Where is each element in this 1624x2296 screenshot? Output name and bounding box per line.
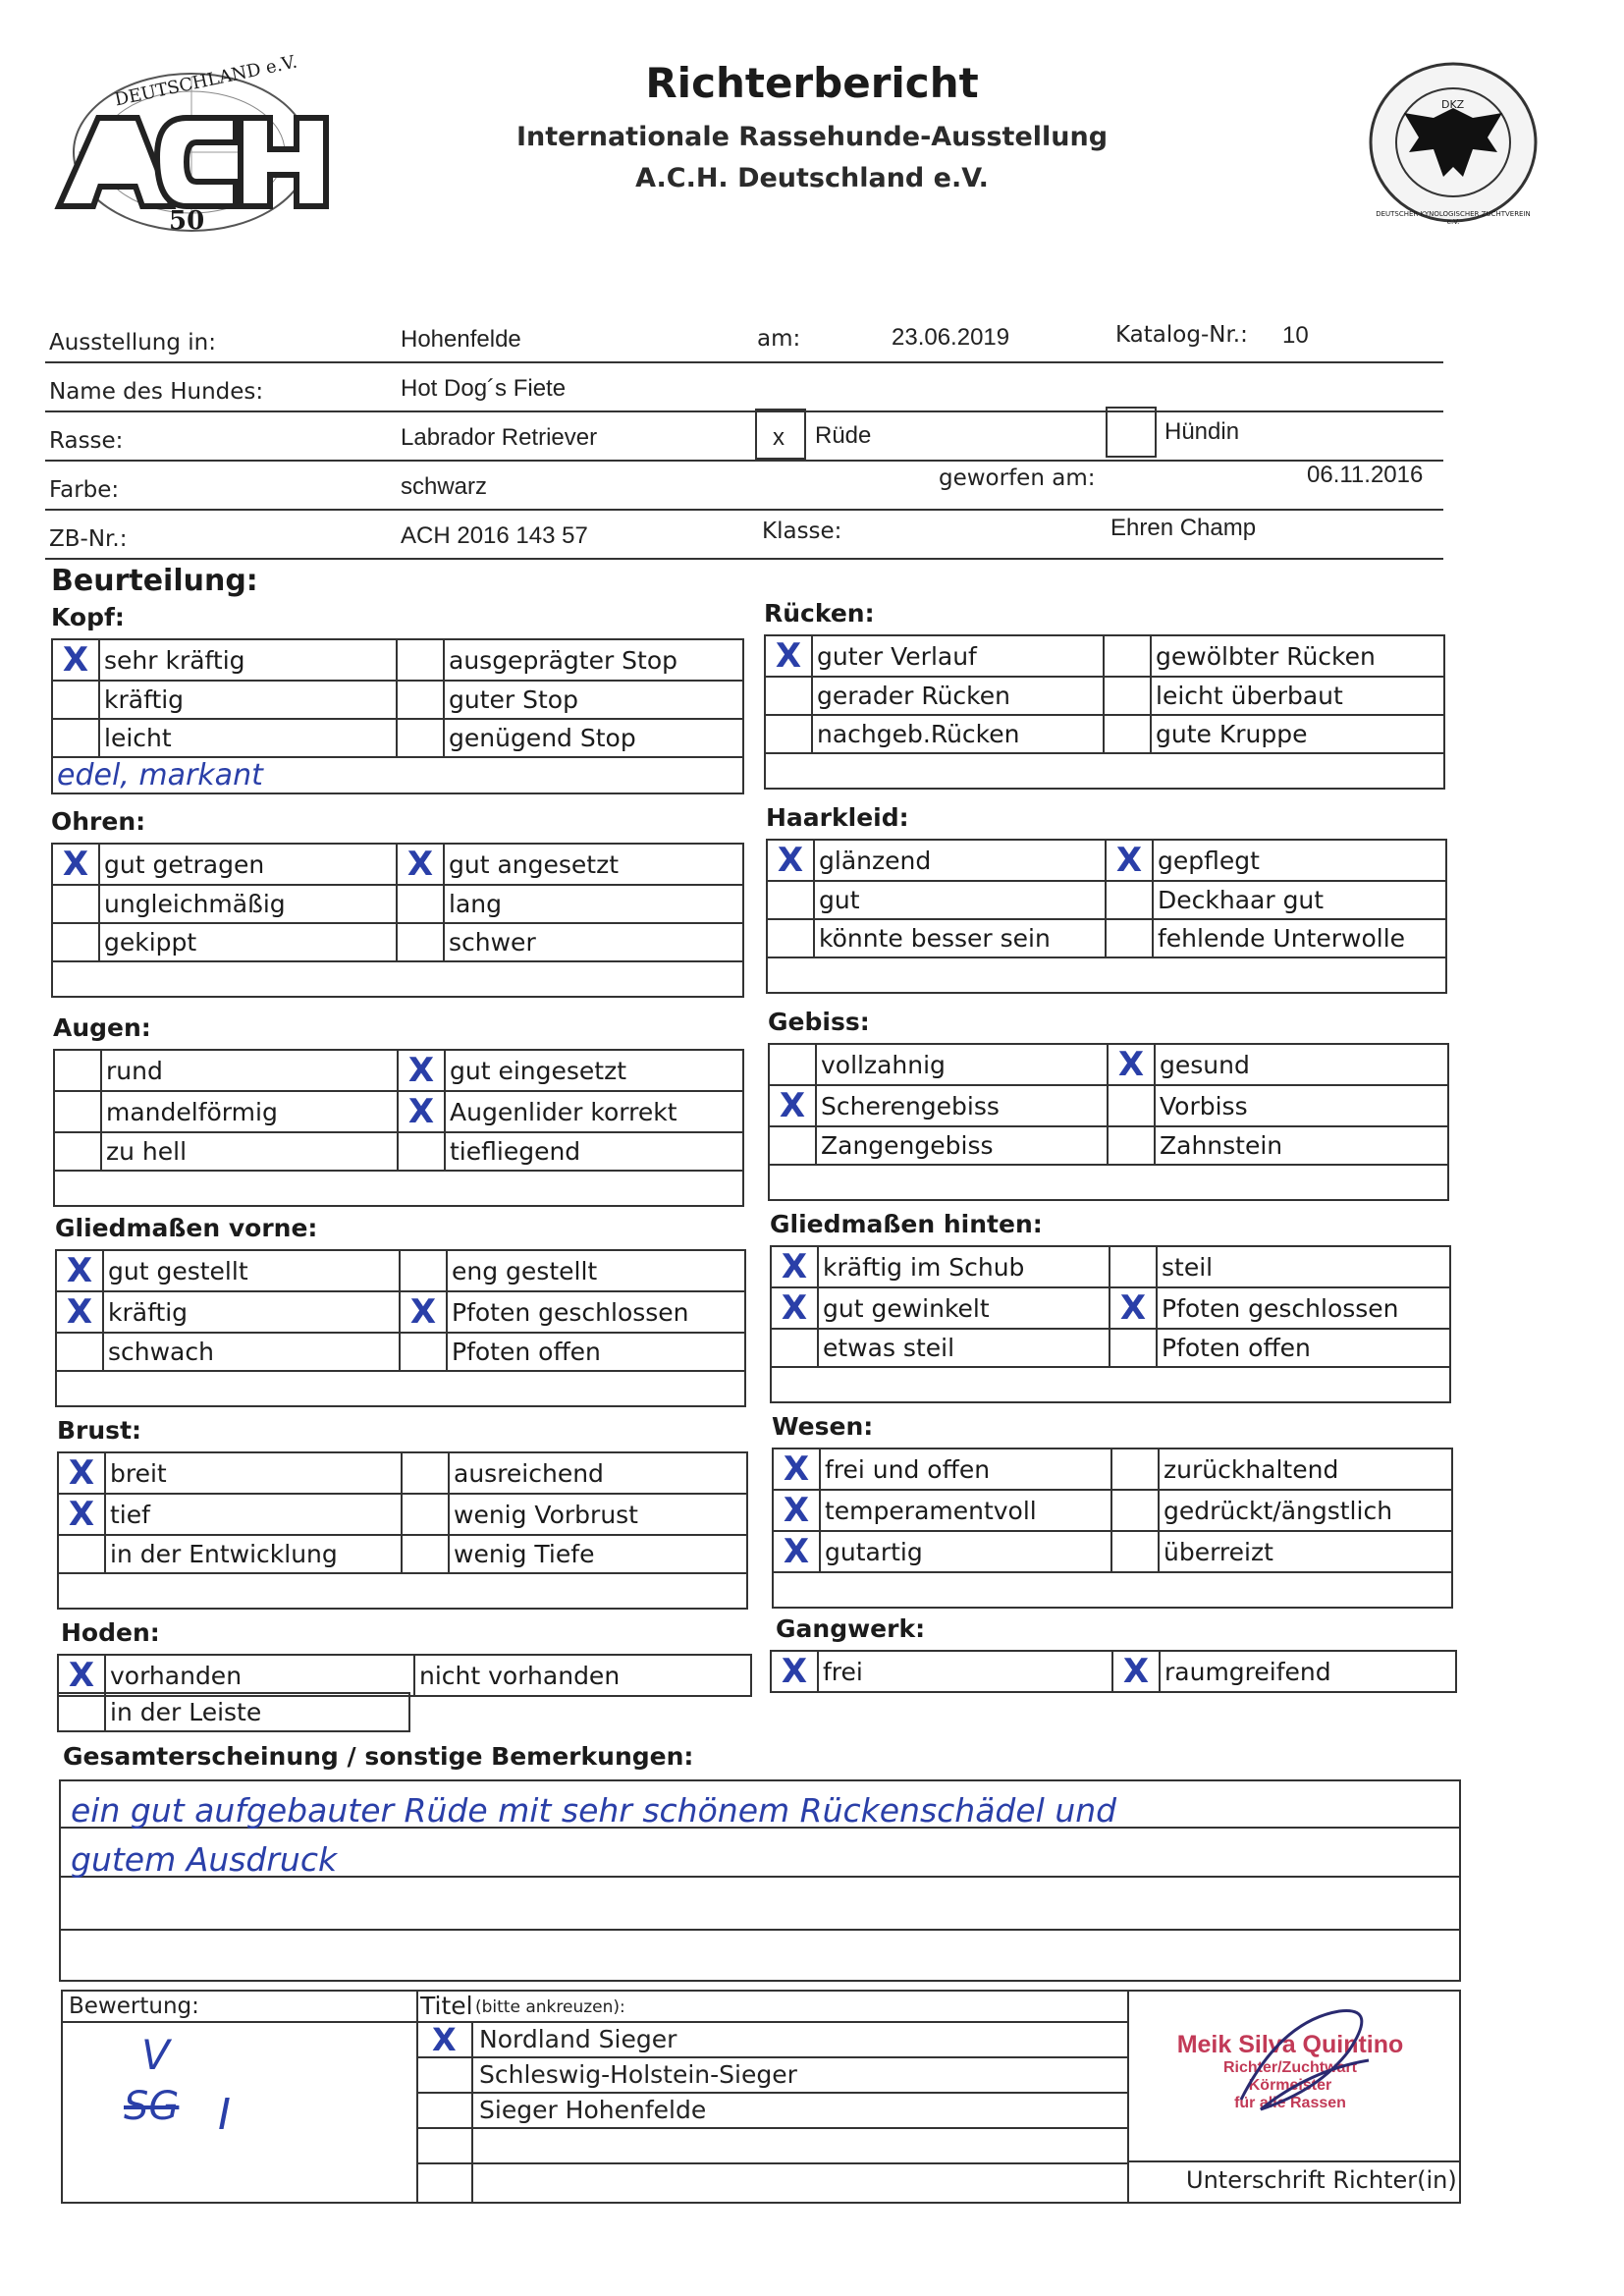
bewertung-value-struck: SG (124, 2084, 180, 2129)
ruecken-right-option-2: leicht überbaut (1151, 677, 1444, 715)
huendin-label: Hündin (1164, 418, 1240, 445)
ohren-left-option-1: gut getragen (99, 844, 397, 885)
ruede-checkbox[interactable]: x (755, 409, 806, 460)
ohren-right-option-3: schwer (444, 923, 743, 961)
hinten-right-option-2: Pfoten geschlossen (1157, 1287, 1450, 1329)
stamp-line-4: für alle Rassen (1234, 2095, 1346, 2111)
hinten-left-mark-3[interactable] (771, 1329, 818, 1367)
hinten-note-row (771, 1367, 1450, 1402)
vorne-left-mark-3[interactable] (56, 1333, 103, 1371)
bewertung-block (61, 1990, 1461, 2204)
gebiss-left-option-3: Zangengebiss (816, 1126, 1108, 1165)
augen-right-option-3: tiefliegend (445, 1132, 743, 1171)
wesen-right-option-2: gedrückt/ängstlich (1159, 1490, 1452, 1531)
hoden-option-nicht-vorhanden: nicht vorhanden (414, 1655, 751, 1696)
name-label: Name des Hundes: (49, 379, 264, 405)
haarkleid-left-option-1: glänzend (814, 840, 1106, 881)
augen-right-option-2: Augenlider korrekt (445, 1091, 743, 1132)
grid-kopf (51, 638, 744, 794)
titel-item-3: Sieger Hohenfelde (479, 2096, 707, 2124)
ohren-right-mark-2[interactable] (397, 885, 444, 923)
haarkleid-left-option-2: gut (814, 881, 1106, 919)
hoden-option-vorhanden: vorhanden (105, 1655, 414, 1696)
ruecken-left-mark-1[interactable]: X (765, 635, 812, 677)
vorne-left-option-1: gut gestellt (103, 1250, 400, 1291)
bewertung-value-top: V (141, 2031, 170, 2079)
info-line-farbe (45, 460, 1443, 511)
ausstellung-value: Hohenfelde (401, 326, 521, 353)
bewertung-value-rank: I (218, 2090, 231, 2140)
brust-left-mark-2[interactable]: X (58, 1494, 105, 1535)
ohren-left-mark-3[interactable] (52, 923, 99, 961)
grid-vorne (55, 1249, 746, 1407)
haarkleid-left-mark-1[interactable]: X (767, 840, 814, 881)
dkz-seal (1365, 59, 1542, 226)
gebiss-left-mark-3[interactable] (769, 1126, 816, 1165)
haarkleid-right-mark-3[interactable] (1106, 919, 1153, 957)
haarkleid-right-option-1: gepflegt (1153, 840, 1446, 881)
stamp-line-3: Körmeister (1248, 2077, 1332, 2094)
kopf-left-mark-1[interactable]: X (52, 639, 99, 681)
grid-brust (57, 1451, 748, 1610)
signature-label: Unterschrift Richter(in) (1186, 2166, 1457, 2194)
kopf-right-mark-2[interactable] (397, 681, 444, 719)
vorne-left-mark-1[interactable]: X (56, 1250, 103, 1291)
vorne-note-row (56, 1371, 745, 1406)
grid-hinten (770, 1245, 1451, 1403)
ruecken-right-mark-1[interactable] (1104, 635, 1151, 677)
augen-left-mark-2[interactable] (54, 1091, 101, 1132)
gangwerk-mark-raumgreifend[interactable]: X (1112, 1651, 1160, 1692)
rasse-value: Labrador Retriever (401, 424, 598, 451)
ruecken-left-mark-2[interactable] (765, 677, 812, 715)
ohren-right-option-1: gut angesetzt (444, 844, 743, 885)
kopf-left-mark-3[interactable] (52, 719, 99, 757)
geworfen-label: geworfen am: (939, 465, 1096, 491)
section-title-wesen: Wesen: (772, 1412, 874, 1441)
grid-augen (53, 1049, 744, 1207)
gebiss-right-option-1: gesund (1155, 1044, 1448, 1085)
augen-right-option-1: gut eingesetzt (445, 1050, 743, 1091)
info-line-rasse (45, 410, 1443, 462)
katalog-label: Katalog-Nr.: (1115, 322, 1248, 348)
titel-item-1: Nordland Sieger (479, 2025, 677, 2053)
seal-text: DEUTSCHER KYNOLOGISCHER ZUCHTVEREIN e.V. (1376, 210, 1531, 226)
bemerkungen-line-2: gutem Ausdruck (71, 1840, 338, 1879)
wesen-right-option-1: zurückhaltend (1159, 1449, 1452, 1490)
hinten-left-mark-2[interactable]: X (771, 1287, 818, 1329)
augen-right-mark-2[interactable]: X (398, 1091, 445, 1132)
katalog-value: 10 (1282, 322, 1309, 349)
vorne-right-option-1: eng gestellt (447, 1250, 745, 1291)
bemerkungen-box (59, 1779, 1461, 1982)
grid-ruecken (764, 634, 1445, 790)
gebiss-right-mark-2[interactable] (1108, 1085, 1155, 1126)
kopf-right-option-2: guter Stop (444, 681, 743, 719)
gangwerk-option-raumgreifend: raumgreifend (1160, 1651, 1456, 1692)
ohren-right-mark-3[interactable] (397, 923, 444, 961)
hinten-left-option-1: kräftig im Schub (818, 1246, 1110, 1287)
beurteilung-heading: Beurteilung: (51, 564, 258, 598)
kopf-right-mark-1[interactable] (397, 639, 444, 681)
ohren-left-option-3: gekippt (99, 923, 397, 961)
ruecken-right-option-3: gute Kruppe (1151, 715, 1444, 753)
hinten-right-option-3: Pfoten offen (1157, 1329, 1450, 1367)
ruecken-right-mark-2[interactable] (1104, 677, 1151, 715)
gebiss-right-mark-1[interactable]: X (1108, 1044, 1155, 1085)
wesen-left-mark-2[interactable]: X (773, 1490, 820, 1531)
logo-ring-text: DEUTSCHLAND e.V. (112, 51, 299, 111)
hinten-right-option-1: steil (1157, 1246, 1450, 1287)
stamp-line-1: Meik Silva Quintino (1176, 2031, 1404, 2058)
vorne-right-option-2: Pfoten geschlossen (447, 1291, 745, 1333)
section-title-bemerkungen: Gesamterscheinung / sonstige Bemerkungen: (63, 1742, 694, 1771)
kopf-right-mark-3[interactable] (397, 719, 444, 757)
ausstellung-label: Ausstellung in: (49, 330, 217, 355)
section-title-hoden: Hoden: (61, 1618, 160, 1647)
gangwerk-option-frei: frei (818, 1651, 1112, 1692)
vorne-right-option-3: Pfoten offen (447, 1333, 745, 1371)
grid-gebiss (768, 1043, 1449, 1201)
klasse-label: Klasse: (762, 519, 842, 544)
wesen-right-option-3: überreizt (1159, 1531, 1452, 1572)
augen-left-mark-1[interactable] (54, 1050, 101, 1091)
info-line-ausstellung (45, 312, 1443, 363)
brust-left-mark-1[interactable]: X (58, 1452, 105, 1494)
augen-note-row (54, 1171, 743, 1206)
ruede-label: Rüde (815, 422, 872, 449)
rasse-label: Rasse: (49, 428, 124, 454)
am-label: am: (757, 326, 801, 352)
section-title-haarkleid: Haarkleid: (766, 803, 909, 832)
gebiss-left-option-2: Scherengebiss (816, 1085, 1108, 1126)
gangwerk-grid (770, 1650, 1457, 1693)
section-title-ruecken: Rücken: (764, 599, 875, 628)
section-title-hinten: Gliedmaßen hinten: (770, 1210, 1043, 1238)
section-title-brust: Brust: (57, 1416, 142, 1445)
wesen-right-mark-3[interactable] (1111, 1531, 1159, 1572)
logo-number: 50 (169, 206, 205, 236)
hoden-mark-1[interactable]: X (58, 1655, 105, 1696)
zb-label: ZB-Nr.: (49, 526, 128, 552)
brust-right-option-1: ausreichend (449, 1452, 747, 1494)
titel-hint: (bitte ankreuzen): (475, 1997, 625, 2017)
info-line-zb (45, 509, 1443, 560)
page-title: Richterbericht (645, 59, 979, 107)
name-value: Hot Dog´s Fiete (401, 375, 567, 402)
gebiss-left-mark-2[interactable]: X (769, 1085, 816, 1126)
wesen-left-option-2: temperamentvoll (820, 1490, 1111, 1531)
gangwerk-mark-frei[interactable]: X (771, 1651, 818, 1692)
subtitle-org: A.C.H. Deutschland e.V. (635, 163, 989, 193)
gebiss-note-row (769, 1165, 1448, 1200)
haarkleid-right-option-3: fehlende Unterwolle (1153, 919, 1446, 957)
ruecken-right-option-1: gewölbter Rücken (1151, 635, 1444, 677)
haarkleid-right-mark-1[interactable]: X (1106, 840, 1153, 881)
vorne-left-option-3: schwach (103, 1333, 400, 1371)
hoden-grid-2 (57, 1692, 410, 1732)
kopf-note: edel, markant (57, 758, 263, 793)
kopf-left-option-1: sehr kräftig (99, 639, 397, 681)
titel-item-2: Schleswig-Holstein-Sieger (479, 2060, 797, 2089)
gebiss-right-option-3: Zahnstein (1155, 1126, 1448, 1165)
geworfen-value: 06.11.2016 (1307, 462, 1424, 488)
haarkleid-right-option-2: Deckhaar gut (1153, 881, 1446, 919)
wesen-left-option-3: gutartig (820, 1531, 1111, 1572)
brust-left-mark-3[interactable] (58, 1535, 105, 1573)
kopf-left-option-3: leicht (99, 719, 397, 757)
grid-ohren (51, 843, 744, 998)
hoden-option-leiste: in der Leiste (105, 1693, 409, 1731)
vorne-left-option-2: kräftig (103, 1291, 400, 1333)
titel-mark-1[interactable]: X (432, 2021, 457, 2058)
brust-note-row (58, 1573, 747, 1609)
brust-right-option-3: wenig Tiefe (449, 1535, 747, 1573)
gebiss-left-mark-1[interactable] (769, 1044, 816, 1085)
klasse-value: Ehren Champ (1110, 515, 1257, 541)
haarkleid-left-option-3: könnte besser sein (814, 919, 1106, 957)
brust-right-mark-3[interactable] (402, 1535, 449, 1573)
vorne-right-mark-3[interactable] (400, 1333, 447, 1371)
info-line-name (45, 361, 1443, 412)
ohren-right-mark-1[interactable]: X (397, 844, 444, 885)
ohren-right-option-2: lang (444, 885, 743, 923)
kopf-left-option-2: kräftig (99, 681, 397, 719)
brust-left-option-1: breit (105, 1452, 402, 1494)
farbe-label: Farbe: (49, 477, 120, 503)
signature-stroke (1221, 2001, 1398, 2119)
zb-value: ACH 2016 143 57 (401, 522, 588, 549)
ruecken-left-option-1: guter Verlauf (812, 635, 1104, 677)
grid-wesen (772, 1448, 1453, 1609)
ohren-left-mark-1[interactable]: X (52, 844, 99, 885)
augen-right-mark-3[interactable] (398, 1132, 445, 1171)
wesen-right-mark-2[interactable] (1111, 1490, 1159, 1531)
section-title-gangwerk: Gangwerk: (776, 1614, 926, 1643)
ohren-left-option-2: ungleichmäßig (99, 885, 397, 923)
section-title-vorne: Gliedmaßen vorne: (55, 1214, 318, 1242)
augen-right-mark-1[interactable]: X (398, 1050, 445, 1091)
brust-left-option-2: tief (105, 1494, 402, 1535)
kopf-right-option-3: genügend Stop (444, 719, 743, 757)
hinten-left-mark-1[interactable]: X (771, 1246, 818, 1287)
ohren-note-row (52, 961, 743, 997)
augen-left-option-3: zu hell (101, 1132, 398, 1171)
augen-left-option-1: rund (101, 1050, 398, 1091)
wesen-left-mark-3[interactable]: X (773, 1531, 820, 1572)
section-title-augen: Augen: (53, 1013, 151, 1042)
brust-right-option-2: wenig Vorbrust (449, 1494, 747, 1535)
augen-left-mark-3[interactable] (54, 1132, 101, 1171)
ruecken-right-mark-3[interactable] (1104, 715, 1151, 753)
ruecken-left-option-2: gerader Rücken (812, 677, 1104, 715)
ruecken-left-mark-3[interactable] (765, 715, 812, 753)
hinten-right-mark-1[interactable] (1110, 1246, 1157, 1287)
bemerkungen-line-1: ein gut aufgebauter Rüde mit sehr schönem Rückenschädel und (71, 1791, 1117, 1830)
huendin-checkbox[interactable] (1106, 407, 1157, 458)
haarkleid-left-mark-3[interactable] (767, 919, 814, 957)
vorne-right-mark-2[interactable]: X (400, 1291, 447, 1333)
stamp-line-2: Richter/Zuchtwart (1222, 2059, 1357, 2076)
hinten-left-option-3: etwas steil (818, 1329, 1110, 1367)
haarkleid-note-row (767, 957, 1446, 993)
ruecken-left-option-3: nachgeb.Rücken (812, 715, 1104, 753)
augen-left-option-2: mandelförmig (101, 1091, 398, 1132)
ohren-left-mark-2[interactable] (52, 885, 99, 923)
bewertung-label: Bewertung: (69, 1994, 199, 2019)
am-value: 23.06.2019 (892, 324, 1010, 351)
titel-label: Titel (420, 1992, 473, 2020)
hoden-grid (57, 1654, 752, 1697)
seal-abbr: DKZ (1441, 98, 1465, 111)
gebiss-left-option-1: vollzahnig (816, 1044, 1108, 1085)
hinten-left-option-2: gut gewinkelt (818, 1287, 1110, 1329)
gebiss-right-option-2: Vorbiss (1155, 1085, 1448, 1126)
hinten-right-mark-2[interactable]: X (1110, 1287, 1157, 1329)
kopf-right-option-1: ausgeprägter Stop (444, 639, 743, 681)
kopf-note-row (52, 757, 743, 793)
brust-right-mark-1[interactable] (402, 1452, 449, 1494)
vorne-right-mark-1[interactable] (400, 1250, 447, 1291)
hoden-mark-3[interactable] (58, 1693, 105, 1731)
wesen-note-row (773, 1572, 1452, 1608)
wesen-left-mark-1[interactable]: X (773, 1449, 820, 1490)
brust-left-option-3: in der Entwicklung (105, 1535, 402, 1573)
wesen-right-mark-1[interactable] (1111, 1449, 1159, 1490)
haarkleid-left-mark-2[interactable] (767, 881, 814, 919)
farbe-value: schwarz (401, 473, 488, 500)
section-title-kopf: Kopf: (51, 603, 125, 631)
gebiss-right-mark-3[interactable] (1108, 1126, 1155, 1165)
section-title-ohren: Ohren: (51, 807, 146, 836)
kopf-left-mark-2[interactable] (52, 681, 99, 719)
haarkleid-right-mark-2[interactable] (1106, 881, 1153, 919)
brust-right-mark-2[interactable] (402, 1494, 449, 1535)
wesen-left-option-1: frei und offen (820, 1449, 1111, 1490)
section-title-gebiss: Gebiss: (768, 1008, 870, 1036)
vorne-left-mark-2[interactable]: X (56, 1291, 103, 1333)
subtitle-event: Internationale Rassehunde-Ausstellung (515, 122, 1109, 152)
hinten-right-mark-3[interactable] (1110, 1329, 1157, 1367)
ruecken-note-row (765, 753, 1444, 789)
grid-haarkleid (766, 839, 1447, 994)
